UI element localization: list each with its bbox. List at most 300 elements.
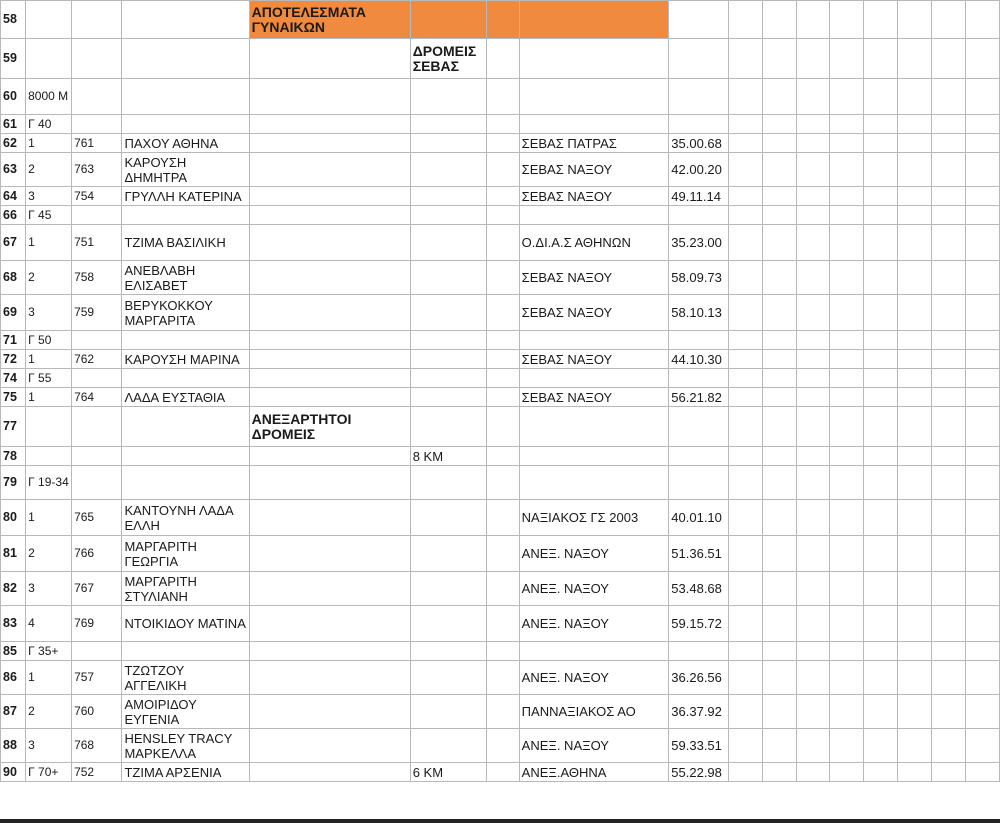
empty-cell[interactable] (932, 79, 966, 115)
cell-h[interactable]: 59.15.72 (669, 606, 728, 642)
cell-h[interactable]: 56.21.82 (669, 388, 728, 407)
cell-a[interactable]: Γ 55 (26, 369, 72, 388)
empty-cell[interactable] (864, 695, 898, 729)
cell-d[interactable] (249, 350, 410, 369)
empty-cell[interactable] (796, 261, 830, 295)
cell-h[interactable]: 36.37.92 (669, 695, 728, 729)
row-number-cell[interactable]: 72 (1, 350, 26, 369)
cell-c[interactable] (122, 39, 249, 79)
cell-c[interactable]: ΑΝΕΒΛΑΒΗ ΕΛΙΣΑΒΕΤ (122, 261, 249, 295)
cell-d[interactable] (249, 536, 410, 572)
empty-cell[interactable] (932, 500, 966, 536)
cell-c[interactable] (122, 115, 249, 134)
cell-b[interactable]: 760 (72, 695, 122, 729)
empty-cell[interactable] (864, 1, 898, 39)
cell-e[interactable] (410, 388, 486, 407)
empty-cell[interactable] (864, 369, 898, 388)
cell-b[interactable]: 759 (72, 295, 122, 331)
cell-e[interactable] (410, 572, 486, 606)
cell-a[interactable]: 2 (26, 695, 72, 729)
empty-cell[interactable] (965, 79, 999, 115)
empty-cell[interactable] (932, 350, 966, 369)
empty-cell[interactable] (932, 695, 966, 729)
cell-g[interactable] (519, 369, 669, 388)
empty-cell[interactable] (728, 763, 762, 782)
cell-f[interactable] (486, 187, 519, 206)
cell-b[interactable] (72, 1, 122, 39)
cell-d[interactable] (249, 225, 410, 261)
empty-cell[interactable] (830, 115, 864, 134)
cell-a[interactable] (26, 39, 72, 79)
empty-cell[interactable] (728, 225, 762, 261)
cell-e[interactable] (410, 350, 486, 369)
empty-cell[interactable] (932, 1, 966, 39)
cell-h[interactable]: 53.48.68 (669, 572, 728, 606)
cell-a[interactable]: Γ 70+ (26, 763, 72, 782)
row-number-cell[interactable]: 58 (1, 1, 26, 39)
cell-f[interactable] (486, 536, 519, 572)
row-number-cell[interactable]: 71 (1, 331, 26, 350)
cell-f[interactable] (486, 407, 519, 447)
empty-cell[interactable] (864, 642, 898, 661)
empty-cell[interactable] (796, 225, 830, 261)
empty-cell[interactable] (864, 466, 898, 500)
empty-cell[interactable] (762, 1, 796, 39)
cell-d[interactable] (249, 369, 410, 388)
cell-b[interactable]: 765 (72, 500, 122, 536)
row-number-cell[interactable]: 61 (1, 115, 26, 134)
empty-cell[interactable] (796, 447, 830, 466)
empty-cell[interactable] (796, 369, 830, 388)
cell-h[interactable] (669, 115, 728, 134)
empty-cell[interactable] (728, 661, 762, 695)
empty-cell[interactable] (796, 206, 830, 225)
cell-c[interactable]: ΤΖΙΜΑ ΒΑΣΙΛΙΚΗ (122, 225, 249, 261)
cell-c[interactable]: ΤΖΙΜΑ ΑΡΣΕΝΙΑ (122, 763, 249, 782)
empty-cell[interactable] (932, 134, 966, 153)
cell-d[interactable] (249, 79, 410, 115)
cell-f[interactable] (486, 331, 519, 350)
cell-e[interactable] (410, 606, 486, 642)
row-number-cell[interactable]: 69 (1, 295, 26, 331)
empty-cell[interactable] (965, 536, 999, 572)
cell-d[interactable] (249, 729, 410, 763)
cell-f[interactable] (486, 466, 519, 500)
cell-a[interactable]: 2 (26, 536, 72, 572)
cell-c[interactable]: ΚΑΡΟΥΣΗ ΜΑΡΙΝΑ (122, 350, 249, 369)
cell-e[interactable]: 8 KM (410, 447, 486, 466)
empty-cell[interactable] (965, 407, 999, 447)
empty-cell[interactable] (932, 153, 966, 187)
empty-cell[interactable] (796, 39, 830, 79)
empty-cell[interactable] (796, 536, 830, 572)
cell-b[interactable] (72, 407, 122, 447)
empty-cell[interactable] (898, 500, 932, 536)
cell-h[interactable] (669, 447, 728, 466)
empty-cell[interactable] (864, 500, 898, 536)
cell-b[interactable]: 769 (72, 606, 122, 642)
empty-cell[interactable] (830, 331, 864, 350)
cell-h[interactable] (669, 407, 728, 447)
cell-a[interactable]: 2 (26, 153, 72, 187)
empty-cell[interactable] (796, 295, 830, 331)
empty-cell[interactable] (864, 388, 898, 407)
empty-cell[interactable] (728, 536, 762, 572)
cell-g[interactable]: ΣΕΒΑΣ ΝΑΞΟΥ (519, 295, 669, 331)
cell-g[interactable]: ΣΕΒΑΣ ΝΑΞΟΥ (519, 187, 669, 206)
empty-cell[interactable] (796, 1, 830, 39)
cell-b[interactable]: 758 (72, 261, 122, 295)
cell-d[interactable] (249, 447, 410, 466)
empty-cell[interactable] (762, 225, 796, 261)
cell-c[interactable] (122, 447, 249, 466)
empty-cell[interactable] (898, 295, 932, 331)
empty-cell[interactable] (932, 206, 966, 225)
empty-cell[interactable] (965, 500, 999, 536)
empty-cell[interactable] (796, 500, 830, 536)
cell-c[interactable]: ΜΑΡΓΑΡΙΤΗ ΓΕΩΡΓΙΑ (122, 536, 249, 572)
empty-cell[interactable] (728, 79, 762, 115)
empty-cell[interactable] (728, 350, 762, 369)
empty-cell[interactable] (898, 763, 932, 782)
empty-cell[interactable] (965, 115, 999, 134)
cell-c[interactable]: HENSLEY TRACY ΜΑΡΚΕΛΛΑ (122, 729, 249, 763)
empty-cell[interactable] (864, 225, 898, 261)
cell-h[interactable] (669, 642, 728, 661)
cell-d[interactable] (249, 39, 410, 79)
empty-cell[interactable] (898, 39, 932, 79)
cell-h[interactable]: 35.00.68 (669, 134, 728, 153)
cell-b[interactable]: 763 (72, 153, 122, 187)
cell-g[interactable]: ΣΕΒΑΣ ΝΑΞΟΥ (519, 350, 669, 369)
empty-cell[interactable] (932, 261, 966, 295)
cell-e[interactable] (410, 500, 486, 536)
empty-cell[interactable] (965, 134, 999, 153)
cell-a[interactable]: 3 (26, 729, 72, 763)
empty-cell[interactable] (830, 261, 864, 295)
empty-cell[interactable] (932, 447, 966, 466)
cell-e[interactable] (410, 134, 486, 153)
cell-g[interactable]: ΣΕΒΑΣ ΝΑΞΟΥ (519, 261, 669, 295)
empty-cell[interactable] (864, 187, 898, 206)
empty-cell[interactable] (932, 536, 966, 572)
cell-e[interactable] (410, 642, 486, 661)
cell-g[interactable]: ΣΕΒΑΣ ΠΑΤΡΑΣ (519, 134, 669, 153)
empty-cell[interactable] (796, 79, 830, 115)
cell-d[interactable] (249, 115, 410, 134)
cell-a[interactable]: 3 (26, 187, 72, 206)
empty-cell[interactable] (965, 331, 999, 350)
empty-cell[interactable] (898, 572, 932, 606)
cell-c[interactable] (122, 1, 249, 39)
empty-cell[interactable] (796, 153, 830, 187)
empty-cell[interactable] (965, 447, 999, 466)
row-number-cell[interactable]: 63 (1, 153, 26, 187)
empty-cell[interactable] (830, 350, 864, 369)
empty-cell[interactable] (762, 206, 796, 225)
cell-d[interactable] (249, 606, 410, 642)
cell-f[interactable] (486, 661, 519, 695)
cell-e[interactable] (410, 466, 486, 500)
cell-a[interactable]: 8000 Μ (26, 79, 72, 115)
empty-cell[interactable] (796, 187, 830, 206)
empty-cell[interactable] (728, 642, 762, 661)
empty-cell[interactable] (762, 134, 796, 153)
cell-b[interactable]: 766 (72, 536, 122, 572)
empty-cell[interactable] (965, 369, 999, 388)
empty-cell[interactable] (965, 388, 999, 407)
empty-cell[interactable] (864, 606, 898, 642)
cell-f[interactable] (486, 763, 519, 782)
empty-cell[interactable] (728, 295, 762, 331)
empty-cell[interactable] (728, 572, 762, 606)
cell-f[interactable] (486, 115, 519, 134)
cell-f[interactable] (486, 261, 519, 295)
cell-d[interactable] (249, 134, 410, 153)
empty-cell[interactable] (965, 1, 999, 39)
empty-cell[interactable] (864, 661, 898, 695)
cell-c[interactable]: ΒΕΡΥΚΟΚΚΟΥ ΜΑΡΓΑΡΙΤΑ (122, 295, 249, 331)
empty-cell[interactable] (762, 447, 796, 466)
empty-cell[interactable] (864, 134, 898, 153)
cell-f[interactable] (486, 606, 519, 642)
cell-c[interactable]: ΓΡΥΛΛΗ ΚΑΤΕΡΙΝΑ (122, 187, 249, 206)
cell-d[interactable] (249, 206, 410, 225)
cell-h[interactable] (669, 206, 728, 225)
cell-c[interactable]: ΛΑΔΑ ΕΥΣΤΑΘΙΑ (122, 388, 249, 407)
empty-cell[interactable] (864, 350, 898, 369)
cell-e[interactable] (410, 729, 486, 763)
row-number-cell[interactable]: 78 (1, 447, 26, 466)
cell-e[interactable] (410, 369, 486, 388)
empty-cell[interactable] (932, 407, 966, 447)
cell-h[interactable] (669, 369, 728, 388)
empty-cell[interactable] (864, 295, 898, 331)
cell-g[interactable]: ΑΝΕΞ. ΝΑΞΟΥ (519, 729, 669, 763)
row-number-cell[interactable]: 81 (1, 536, 26, 572)
empty-cell[interactable] (762, 729, 796, 763)
empty-cell[interactable] (898, 447, 932, 466)
cell-a[interactable]: 1 (26, 134, 72, 153)
empty-cell[interactable] (898, 115, 932, 134)
cell-d[interactable] (249, 261, 410, 295)
cell-c[interactable]: ΜΑΡΓΑΡΙΤΗ ΣΤΥΛΙΑΝΗ (122, 572, 249, 606)
cell-b[interactable]: 767 (72, 572, 122, 606)
cell-b[interactable] (72, 369, 122, 388)
empty-cell[interactable] (762, 187, 796, 206)
empty-cell[interactable] (864, 79, 898, 115)
cell-e[interactable] (410, 187, 486, 206)
cell-b[interactable]: 762 (72, 350, 122, 369)
empty-cell[interactable] (728, 153, 762, 187)
empty-cell[interactable] (965, 187, 999, 206)
empty-cell[interactable] (796, 466, 830, 500)
cell-e[interactable] (410, 261, 486, 295)
empty-cell[interactable] (796, 350, 830, 369)
empty-cell[interactable] (965, 763, 999, 782)
cell-d[interactable] (249, 500, 410, 536)
empty-cell[interactable] (830, 79, 864, 115)
row-number-cell[interactable]: 86 (1, 661, 26, 695)
row-number-cell[interactable]: 80 (1, 500, 26, 536)
empty-cell[interactable] (898, 153, 932, 187)
row-number-cell[interactable]: 77 (1, 407, 26, 447)
cell-b[interactable]: 768 (72, 729, 122, 763)
empty-cell[interactable] (898, 407, 932, 447)
cell-b[interactable]: 757 (72, 661, 122, 695)
empty-cell[interactable] (965, 225, 999, 261)
cell-g[interactable]: ΑΝΕΞ. ΝΑΞΟΥ (519, 572, 669, 606)
cell-e[interactable] (410, 79, 486, 115)
row-number-cell[interactable]: 85 (1, 642, 26, 661)
empty-cell[interactable] (932, 369, 966, 388)
cell-c[interactable]: ΚΑΝΤΟΥΝΗ ΛΑΔΑ ΕΛΛΗ (122, 500, 249, 536)
cell-g[interactable] (519, 79, 669, 115)
row-number-cell[interactable]: 59 (1, 39, 26, 79)
row-number-cell[interactable]: 75 (1, 388, 26, 407)
cell-f[interactable] (486, 388, 519, 407)
empty-cell[interactable] (864, 407, 898, 447)
cell-d[interactable] (249, 572, 410, 606)
empty-cell[interactable] (830, 536, 864, 572)
cell-b[interactable] (72, 642, 122, 661)
empty-cell[interactable] (728, 466, 762, 500)
empty-cell[interactable] (864, 206, 898, 225)
cell-d[interactable] (249, 695, 410, 729)
cell-a[interactable]: Γ 45 (26, 206, 72, 225)
cell-c[interactable] (122, 642, 249, 661)
empty-cell[interactable] (932, 225, 966, 261)
cell-a[interactable]: 1 (26, 500, 72, 536)
empty-cell[interactable] (796, 729, 830, 763)
empty-cell[interactable] (796, 642, 830, 661)
empty-cell[interactable] (898, 1, 932, 39)
cell-a[interactable]: 3 (26, 295, 72, 331)
empty-cell[interactable] (932, 331, 966, 350)
empty-cell[interactable] (762, 39, 796, 79)
cell-a[interactable]: Γ 40 (26, 115, 72, 134)
cell-d[interactable] (249, 331, 410, 350)
cell-e[interactable] (410, 331, 486, 350)
empty-cell[interactable] (830, 225, 864, 261)
empty-cell[interactable] (830, 572, 864, 606)
empty-cell[interactable] (932, 39, 966, 79)
empty-cell[interactable] (762, 153, 796, 187)
cell-f[interactable] (486, 642, 519, 661)
cell-d[interactable] (249, 153, 410, 187)
empty-cell[interactable] (796, 388, 830, 407)
cell-b[interactable] (72, 331, 122, 350)
empty-cell[interactable] (762, 572, 796, 606)
empty-cell[interactable] (830, 1, 864, 39)
empty-cell[interactable] (762, 295, 796, 331)
empty-cell[interactable] (830, 369, 864, 388)
empty-cell[interactable] (932, 661, 966, 695)
empty-cell[interactable] (898, 642, 932, 661)
empty-cell[interactable] (965, 695, 999, 729)
empty-cell[interactable] (898, 350, 932, 369)
cell-e[interactable] (410, 153, 486, 187)
cell-g[interactable] (519, 1, 669, 39)
empty-cell[interactable] (898, 729, 932, 763)
empty-cell[interactable] (728, 695, 762, 729)
empty-cell[interactable] (965, 153, 999, 187)
row-number-cell[interactable]: 87 (1, 695, 26, 729)
empty-cell[interactable] (762, 388, 796, 407)
cell-c[interactable] (122, 331, 249, 350)
row-number-cell[interactable]: 66 (1, 206, 26, 225)
cell-a[interactable]: Γ 35+ (26, 642, 72, 661)
cell-f[interactable] (486, 206, 519, 225)
cell-d[interactable] (249, 466, 410, 500)
empty-cell[interactable] (898, 261, 932, 295)
cell-g[interactable]: ΑΝΕΞ.ΑΘΗΝΑ (519, 763, 669, 782)
cell-g[interactable] (519, 466, 669, 500)
cell-b[interactable] (72, 79, 122, 115)
empty-cell[interactable] (932, 642, 966, 661)
empty-cell[interactable] (965, 206, 999, 225)
empty-cell[interactable] (898, 661, 932, 695)
cell-f[interactable] (486, 447, 519, 466)
cell-c[interactable]: ΑΜΟΙΡΙΔΟΥ ΕΥΓΕΝΙΑ (122, 695, 249, 729)
empty-cell[interactable] (728, 39, 762, 79)
empty-cell[interactable] (898, 79, 932, 115)
cell-a[interactable]: 1 (26, 388, 72, 407)
empty-cell[interactable] (796, 606, 830, 642)
cell-f[interactable] (486, 350, 519, 369)
cell-h[interactable]: 58.10.13 (669, 295, 728, 331)
empty-cell[interactable] (965, 606, 999, 642)
cell-b[interactable] (72, 206, 122, 225)
cell-g[interactable] (519, 39, 669, 79)
empty-cell[interactable] (830, 407, 864, 447)
empty-cell[interactable] (830, 500, 864, 536)
cell-d[interactable] (249, 763, 410, 782)
empty-cell[interactable] (932, 466, 966, 500)
cell-b[interactable]: 764 (72, 388, 122, 407)
cell-h[interactable]: 55.22.98 (669, 763, 728, 782)
cell-c[interactable]: ΠΑΧΟΥ ΑΘΗΝΑ (122, 134, 249, 153)
empty-cell[interactable] (830, 153, 864, 187)
empty-cell[interactable] (864, 729, 898, 763)
cell-g[interactable] (519, 115, 669, 134)
empty-cell[interactable] (830, 295, 864, 331)
empty-cell[interactable] (830, 388, 864, 407)
empty-cell[interactable] (898, 369, 932, 388)
empty-cell[interactable] (932, 388, 966, 407)
cell-d[interactable]: ΑΝΕΞΑΡΤΗΤΟΙ ΔΡΟΜΕΙΣ (249, 407, 410, 447)
cell-g[interactable]: ΠΑΝΝΑΞΙΑΚΟΣ ΑΟ (519, 695, 669, 729)
empty-cell[interactable] (830, 134, 864, 153)
empty-cell[interactable] (762, 115, 796, 134)
empty-cell[interactable] (932, 606, 966, 642)
cell-e[interactable] (410, 1, 486, 39)
cell-g[interactable]: ΣΕΒΑΣ ΝΑΞΟΥ (519, 153, 669, 187)
empty-cell[interactable] (932, 115, 966, 134)
cell-d[interactable] (249, 642, 410, 661)
empty-cell[interactable] (898, 606, 932, 642)
cell-e[interactable] (410, 115, 486, 134)
cell-h[interactable]: 59.33.51 (669, 729, 728, 763)
cell-d[interactable] (249, 388, 410, 407)
empty-cell[interactable] (728, 606, 762, 642)
cell-f[interactable] (486, 295, 519, 331)
empty-cell[interactable] (965, 661, 999, 695)
cell-h[interactable] (669, 331, 728, 350)
empty-cell[interactable] (762, 261, 796, 295)
empty-cell[interactable] (762, 79, 796, 115)
cell-b[interactable]: 761 (72, 134, 122, 153)
